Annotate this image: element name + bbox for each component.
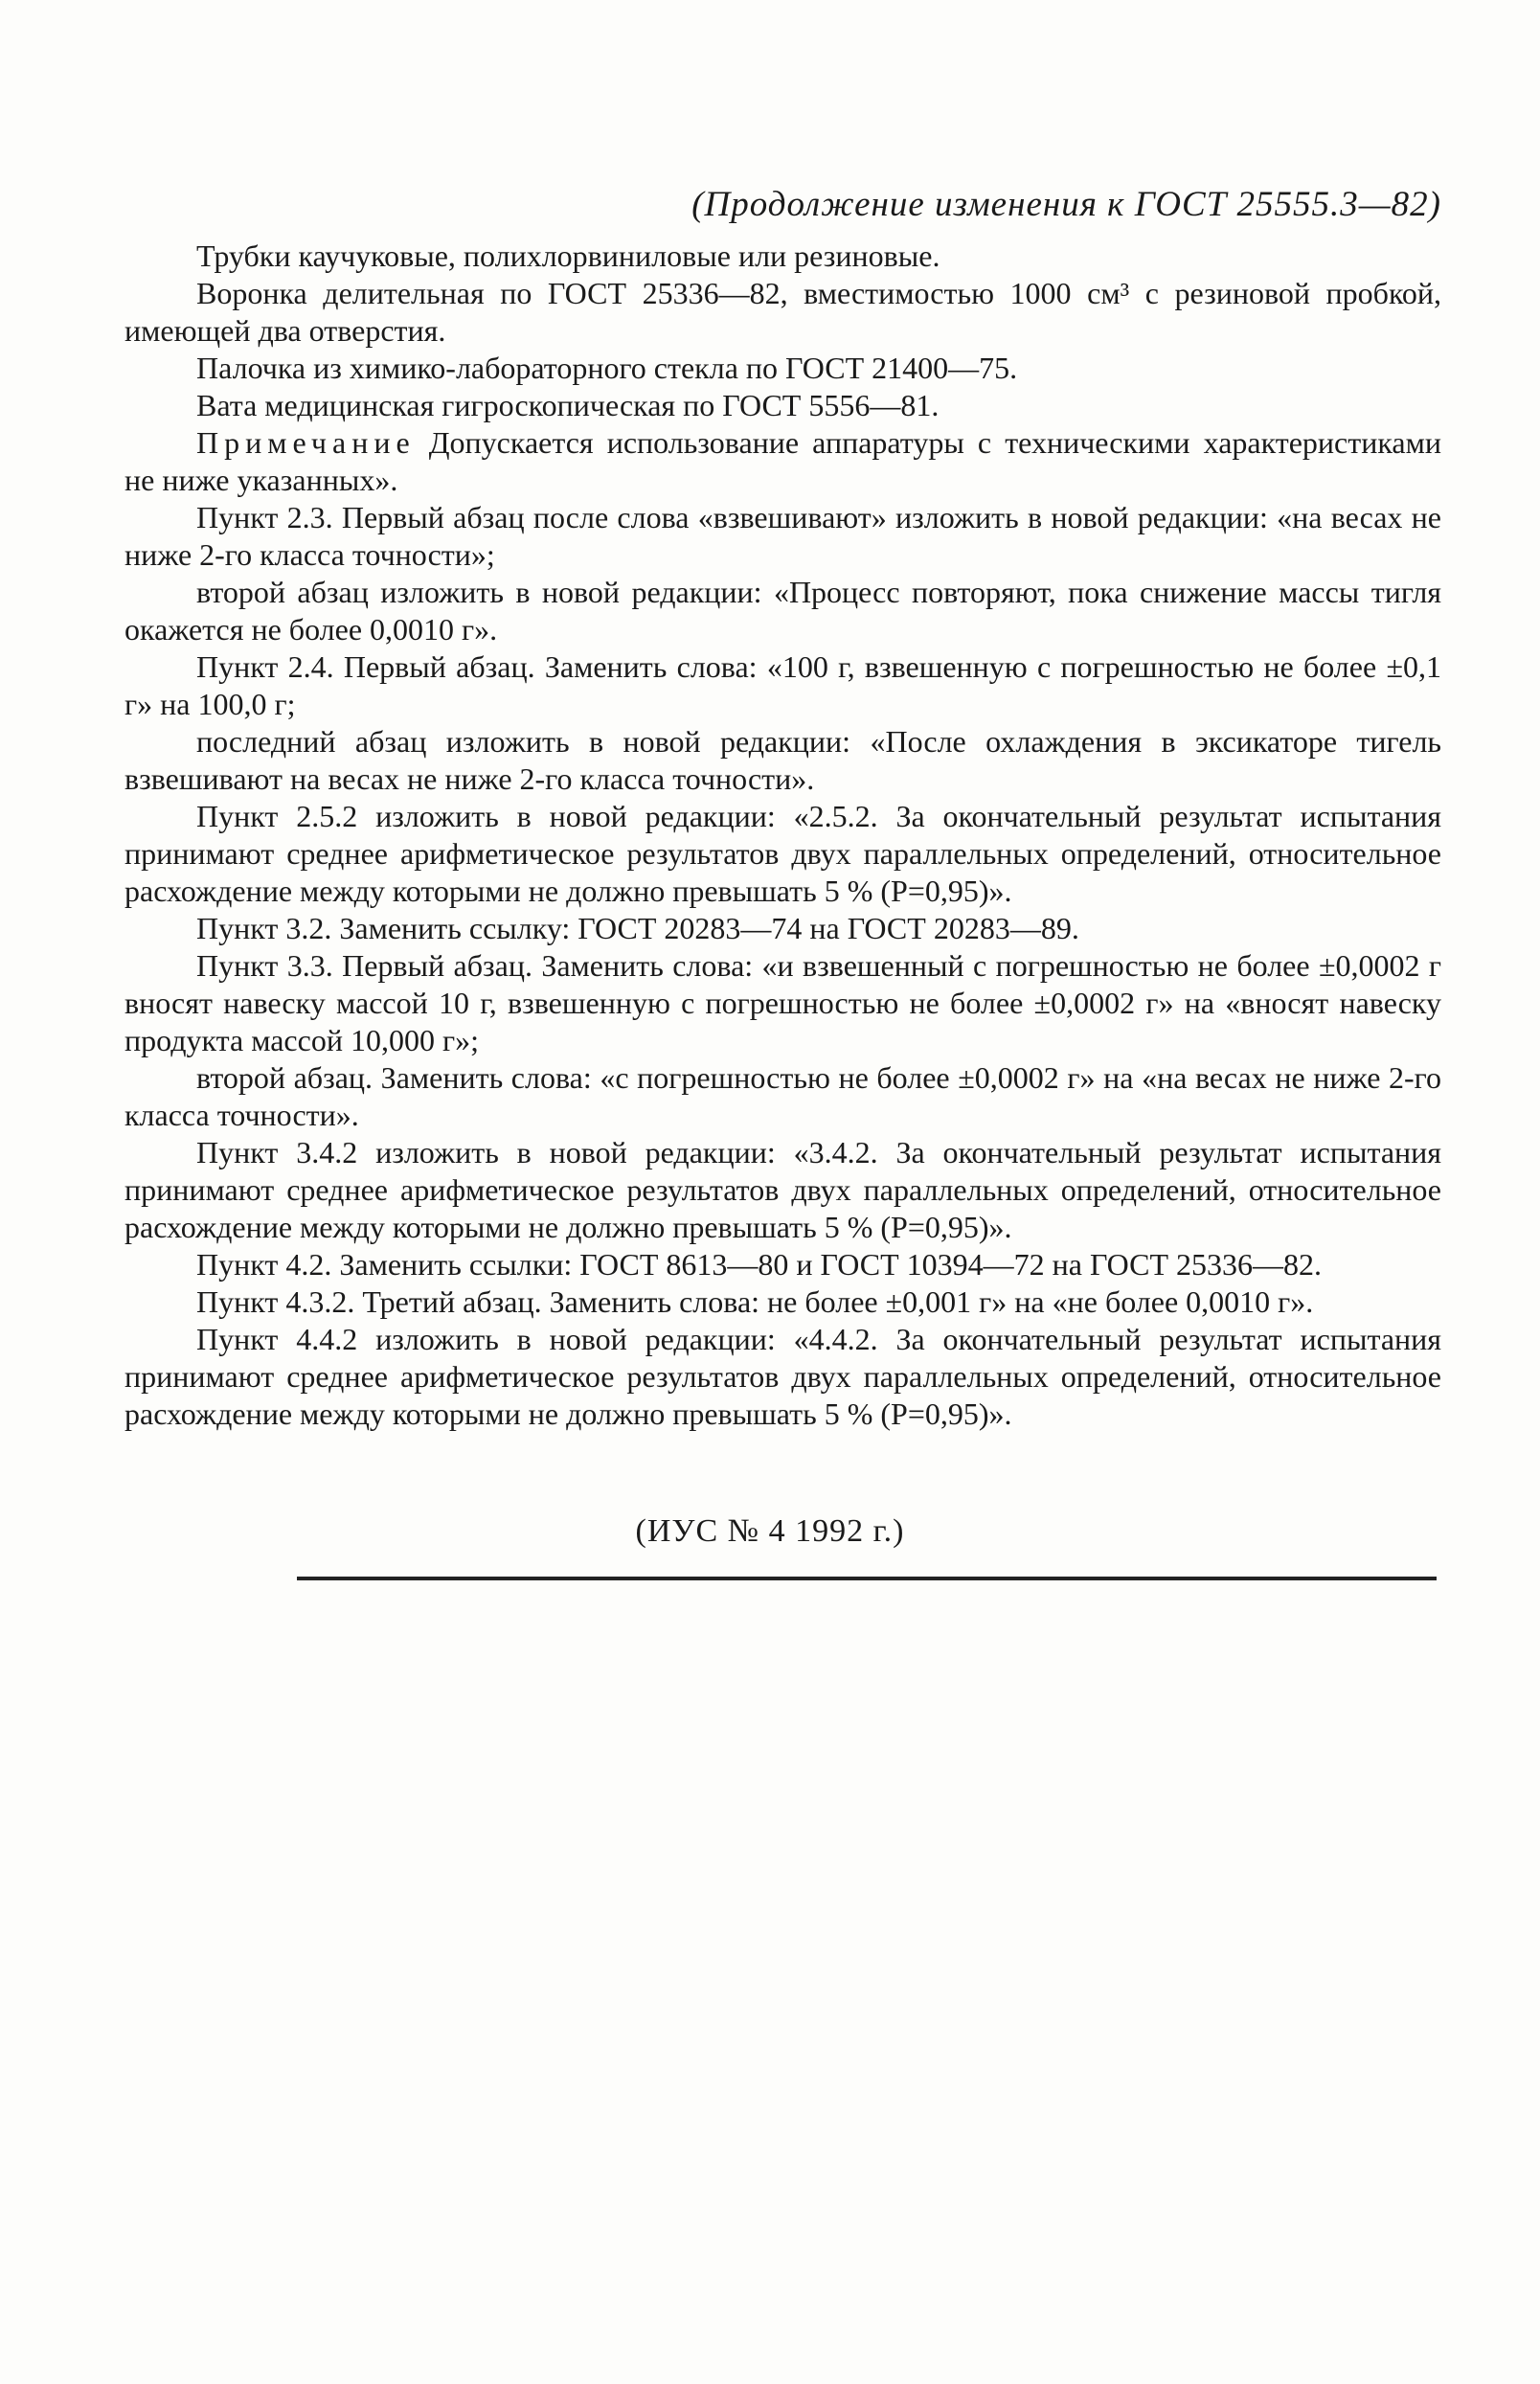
paragraph: Пункт 4.2. Заменить ссылки: ГОСТ 8613—80 и ГОСТ 10394—72 на ГОСТ 25336—82. — [196, 1247, 1323, 1282]
paragraph: Пункт 2.3. Первый абзац после слова «взвешивают» изложить в новой редакции: «на весах не ниже 2-го класса точности»; — [125, 500, 1441, 572]
page-header: (Продолжение изменения к ГОСТ 25555.3—82) — [691, 185, 1441, 224]
source-reference: (ИУС № 4 1992 г.) — [635, 1513, 905, 1549]
paragraph: второй абзац. Заменить слова: «с погрешностью не более ±0,0002 г» на «на весах не ниже 2-го класса точности». — [125, 1060, 1441, 1132]
paragraph: Пункт 4.3.2. Третий абзац. Заменить слова: не более ±0,001 г» на «не более 0,0010 г». — [196, 1284, 1314, 1319]
paragraph: второй абзац изложить в новой редакции: «Процесс повторяют, пока снижение массы тигля окажется не более 0,0010 г». — [125, 575, 1441, 647]
paragraph: Пункт 4.4.2 изложить в новой редакции: «4.4.2. За окончательный результат испытания принимают среднее арифметическое результатов двух параллельных определений, относительное расхождение между которыми не должно превышать 5 % (P=0,95)». — [125, 1322, 1441, 1431]
paragraph: Вата медицинская гигроскопическая по ГОСТ 5556—81. — [196, 388, 940, 422]
paragraph: Воронка делительная по ГОСТ 25336—82, вместимостью 1000 см³ с резиновой пробкой, имеющей два отверстия. — [125, 276, 1441, 348]
paragraph: Трубки каучуковые, полихлорвиниловые или резиновые. — [196, 238, 940, 273]
paragraph: Пункт 3.3. Первый абзац. Заменить слова: «и взвешенный с погрешностью не более ±0,0002 г вносят навеску массой 10 г, взвешенную с погрешностью не более ±0,0002 г» на «вносят навеску продукта массой 10,000 г»; — [125, 948, 1441, 1057]
paragraph: Пункт 2.5.2 изложить в новой редакции: «2.5.2. За окончательный результат испытания принимают среднее арифметическое результатов двух параллельных определений, относительное расхождение между которыми не должно превышать 5 % (P=0,95)». — [125, 799, 1441, 908]
paragraph: Пункт 3.2. Заменить ссылку: ГОСТ 20283—74 на ГОСТ 20283—89. — [196, 911, 1079, 945]
end-rule — [297, 1577, 1437, 1580]
paragraph: последний абзац изложить в новой редакции: «После охлаждения в эксикаторе тигель взвешивают на весах не ниже 2-го класса точности». — [125, 724, 1441, 796]
document-body — [125, 238, 1441, 1433]
paragraph: Пункт 2.4. Первый абзац. Заменить слова: «100 г, взвешенную с погрешностью не более ±0,1 г» на 100,0 г; — [125, 649, 1441, 721]
note-label: Примечание — [196, 425, 416, 460]
note-paragraph — [125, 424, 1441, 499]
paragraph: Пункт 3.4.2 изложить в новой редакции: «3.4.2. За окончательный результат испытания принимают среднее арифметическое результатов двух параллельных определений, относительное расхождение между которыми не должно превышать 5 % (P=0,95)». — [125, 1135, 1441, 1244]
paragraph: Палочка из химико-лабораторного стекла по ГОСТ 21400—75. — [196, 351, 1018, 385]
note-text: Допускается использование аппаратуры с техническими характеристиками не ниже указанных». — [125, 425, 1442, 497]
